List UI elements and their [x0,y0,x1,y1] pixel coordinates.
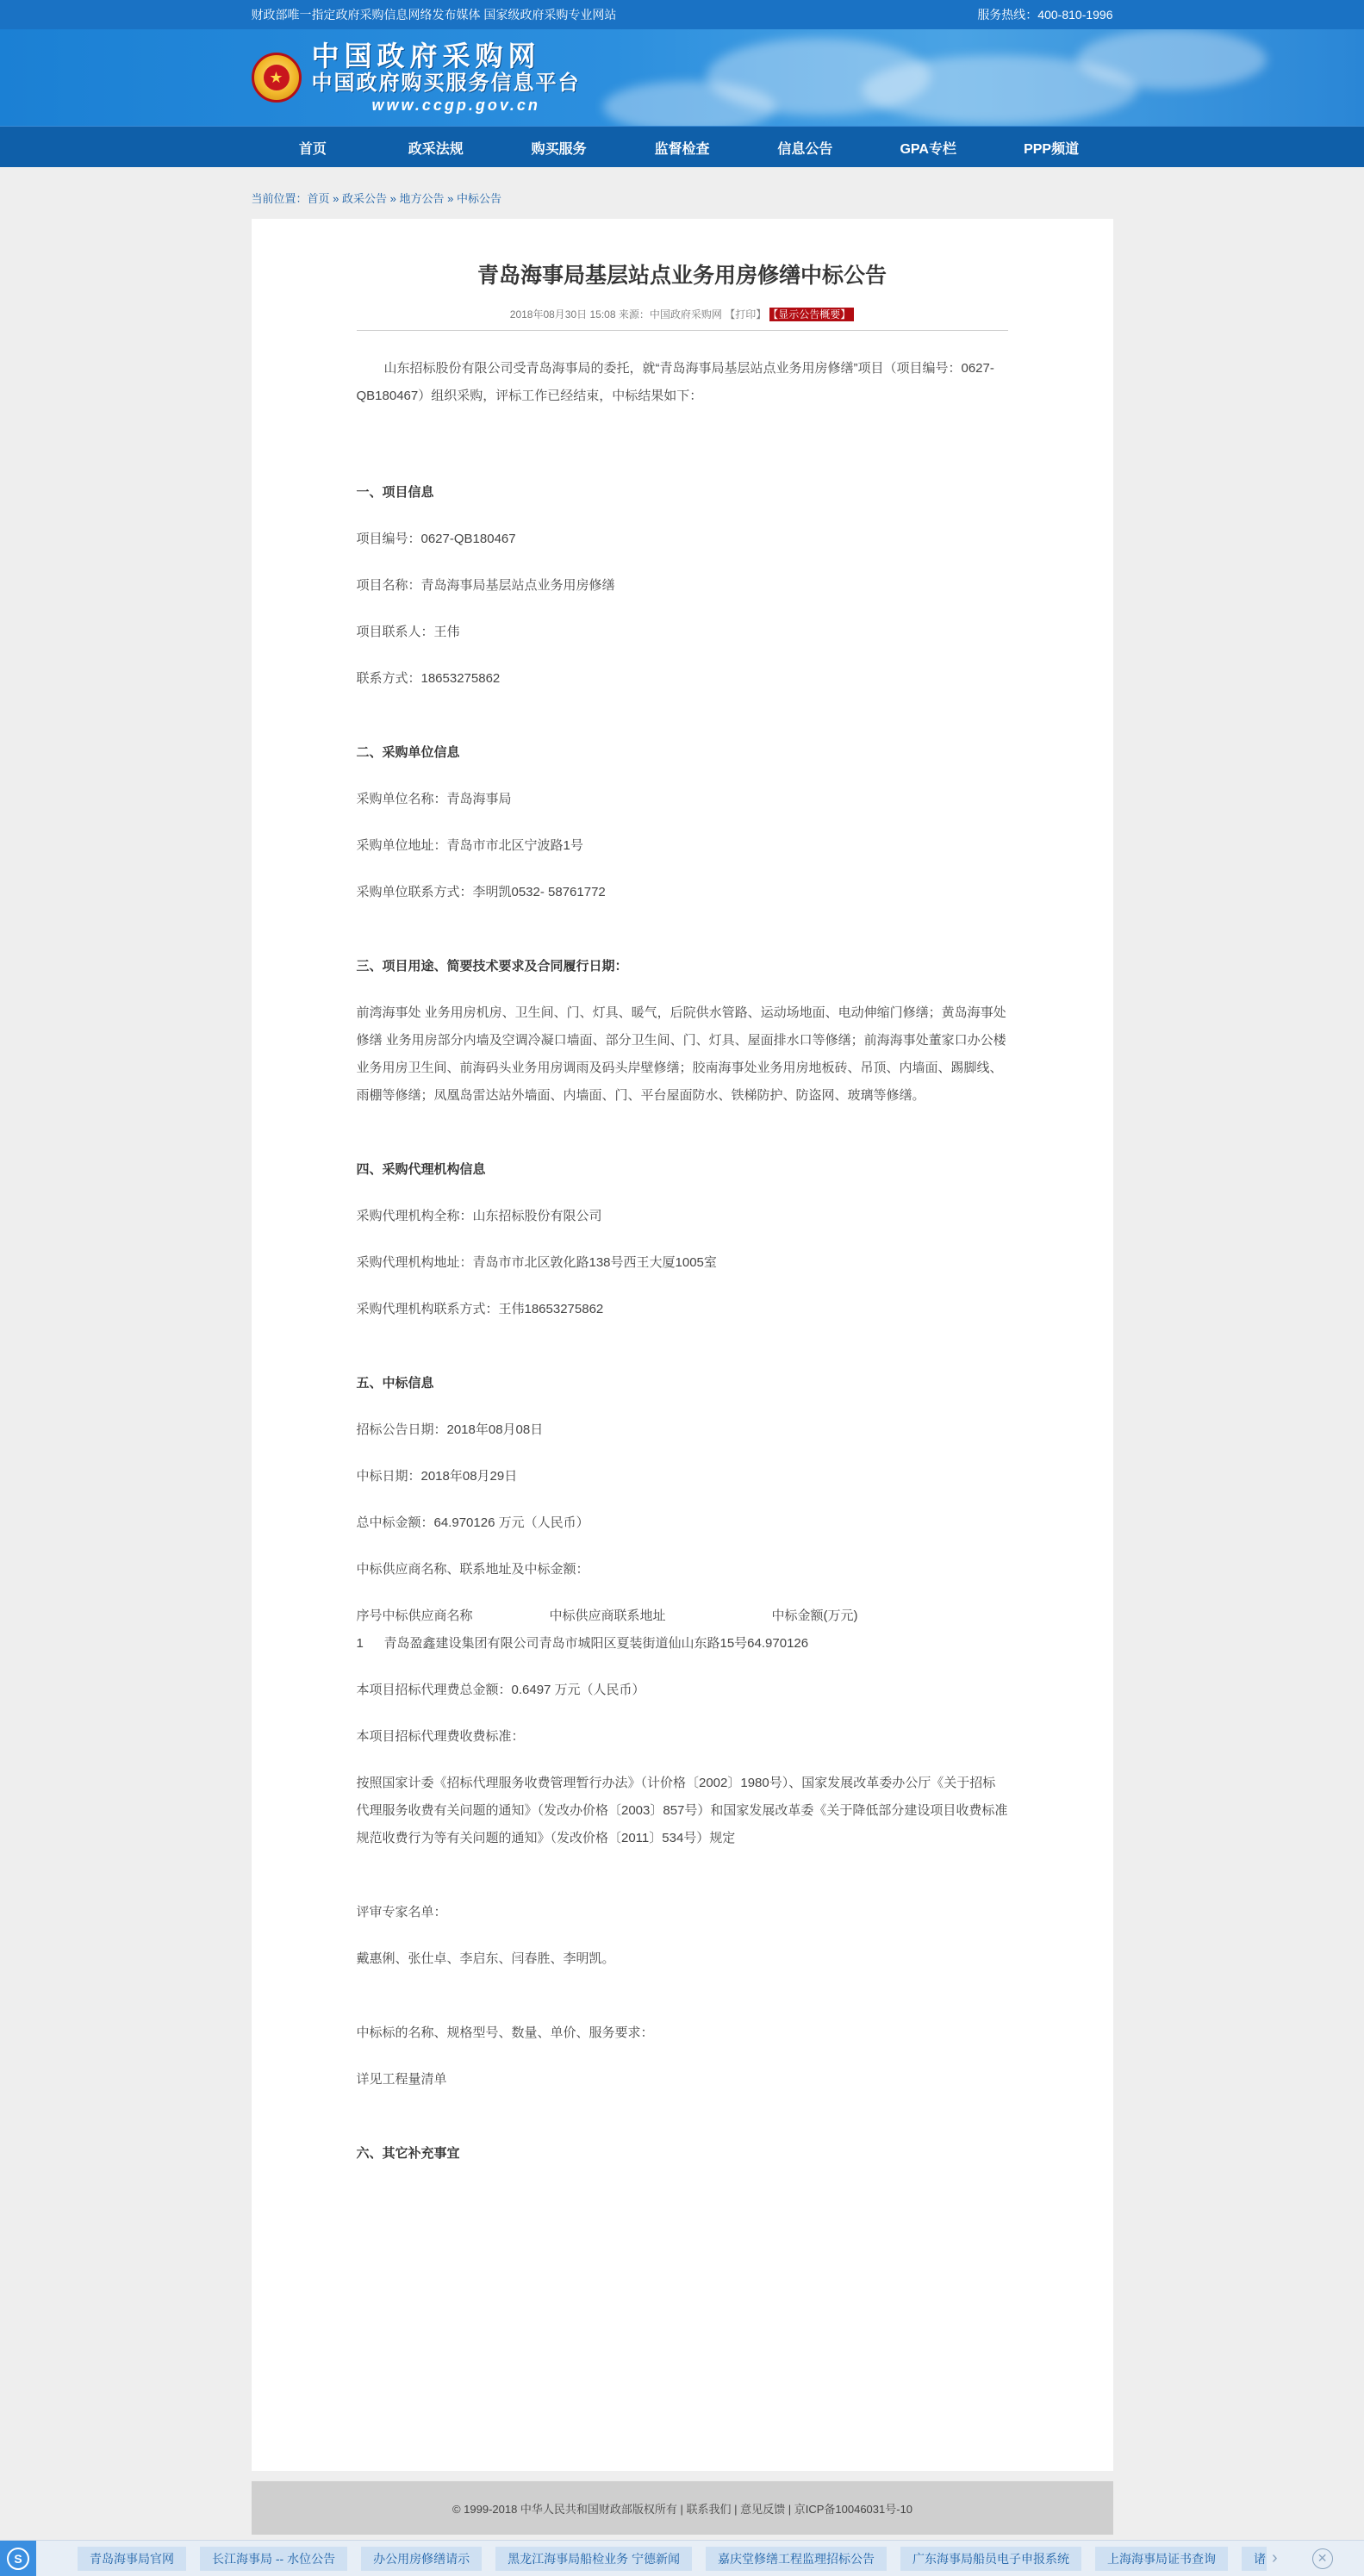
section-title: 二、采购单位信息 [356,745,460,760]
supplier-table-row [357,1630,1008,1658]
nav-supervision[interactable]: 监督检查 [654,141,710,157]
show-summary-button[interactable]: 【显示公告概要】 [769,308,854,321]
article-meta-text: 2018年08月30日 15:08 来源：中国政府采购网 【打印】 [509,308,767,320]
browser-logo-icon[interactable]: S [0,2541,36,2576]
main-nav [0,126,1364,167]
supplier-table-header [357,1602,1008,1630]
project-code: 项目编号：0627-QB180467 [356,532,516,546]
breadcrumb-separator: » [329,192,342,205]
breadcrumb-notices[interactable]: 政采公告 [342,192,388,205]
breadcrumb-award-notices[interactable]: 中标公告 [456,192,501,205]
top-info-bar [0,0,1364,29]
nav-home[interactable]: 首页 [298,141,327,157]
article-title: 青岛海事局基层站点业务用房修缮中标公告 [476,264,887,288]
agency-address: 采购代理机构地址：青岛市市北区敦化路138号西王大厦1005室 [356,1255,717,1270]
notice-date: 招标公告日期：2018年08月08日 [356,1422,544,1437]
breadcrumb-local-notices[interactable]: 地方公告 [399,192,445,205]
breadcrumb-label: 当前位置： [251,192,308,205]
project-phone: 联系方式：18653275862 [356,671,501,686]
experts-list: 戴惠俐、张仕卓、李启东、闫春胜、李明凯。 [356,1951,615,1966]
nav-purchase-services[interactable]: 购买服务 [531,141,587,157]
agency-fee-standard-label: 本项目招标代理费收费标准： [356,1729,525,1744]
table-cell: 1 [356,1636,364,1651]
service-hotline: 服务热线：400-810-1996 [977,8,1113,22]
agency-fee-total: 本项目招标代理费总金额：0.6497 万元（人民币） [356,1683,645,1697]
copyright-text: © 1999-2018 中华人民共和国财政部版权所有 | 联系我们 | 意见反馈 | 京ICP备10046031号-10 [452,2502,913,2516]
agency-fee-standard: 按照国家计委《招标代理服务收费管理暂行办法》（计价格〔2002〕1980号）、国家发展改革委办公厅《关于招标代理服务收费有关问题的通知》（发改办价格〔2003〕857号）和国家发展改革委《关于降低部分建设项目收费标准规范收费行为等有关问题的通知》（发改价格〔2011〕534号）规定 [356,1776,1008,1845]
table-header-cell: 中标供应商联系地址 [549,1608,666,1623]
buyer-name: 采购单位名称：青岛海事局 [356,792,512,806]
breadcrumb-separator: » [387,192,400,205]
project-name: 项目名称：青岛海事局基层站点业务用房修缮 [356,578,615,593]
bottom-link-bar [0,2540,1364,2576]
site-slogan: 财政部唯一指定政府采购信息网络发布媒体 国家级政府采购专业网站 [251,8,617,22]
logo-subtitle: 中国政府购买服务信息平台 [311,72,581,95]
bottom-link[interactable]: 嘉庆堂修缮工程监理招标公告 [706,2547,887,2571]
nav-ppp[interactable]: PPP频道 [1024,141,1080,157]
total-award-amount: 总中标金额：64.970126 万元（人民币） [356,1515,589,1530]
bottom-links [78,2547,1267,2571]
bottom-link[interactable]: 青岛海事局官网 [78,2547,186,2571]
intro-paragraph: 山东招标股份有限公司受青岛海事局的委托，就“青岛海事局基层站点业务用房修缮”项目（项目编号：0627-QB180467）组织采购，评标工作已经结束，中标结果如下： [356,361,994,403]
table-header-cell: 序号中标供应商名称 [356,1608,473,1623]
article-body [357,355,1008,2168]
bottom-link[interactable]: 办公用房修缮请示 [361,2547,482,2571]
chevron-right-icon[interactable]: › [1272,2548,1278,2567]
section-title: 六、其它补充事宜 [356,2146,460,2161]
bottom-link[interactable]: 黑龙江海事局船检业务 宁德新闻 [495,2547,692,2571]
section-title: 四、采购代理机构信息 [356,1162,486,1177]
bottom-link[interactable]: 广东海事局船员电子申报系统 [900,2547,1081,2571]
goods-detail: 详见工程量清单 [356,2072,447,2087]
buyer-address: 采购单位地址：青岛市市北区宁波路1号 [356,838,583,853]
table-cell: 青岛盈鑫建设集团有限公司青岛市城阳区夏装街道仙山东路15号64.970126 [383,1636,809,1651]
bottom-link[interactable]: 长江海事局 -- 水位公告 [200,2547,347,2571]
section-title: 三、项目用途、简要技术要求及合同履行日期： [356,959,628,974]
breadcrumb-separator: » [444,192,457,205]
divider [357,330,1008,331]
nav-regulations[interactable]: 政采法规 [408,141,464,157]
site-footer [252,2481,1113,2535]
project-description: 前湾海事处 业务用房机房、卫生间、门、灯具、暖气，后院供水管路、运动场地面、电动伸缩门修缮；黄岛海事处修缮 业务用房部分内墙及空调冷凝口墙面、部分卫生间、门、灯具、屋面排水口等修缮；前海海事处董家口办公楼 业务用房卫生间、前海码头业务用房调雨及码头岸壁修缮；胶南海事处业务用房地板砖、吊顶、内墙面、踢脚线、雨棚等修缮；凤凰岛雷达站外墙面、内墙面、门、平台屋面防水、铁梯防护、防盗网、玻璃等修缮。 [356,1005,1006,1103]
experts-label: 评审专家名单： [356,1905,447,1920]
logo-url: www.ccgp.gov.cn [371,96,540,114]
award-date: 中标日期：2018年08月29日 [356,1469,518,1484]
breadcrumb [252,190,1113,207]
site-logo[interactable] [312,40,581,115]
header-banner [0,29,1364,126]
section-title: 五、中标信息 [356,1376,434,1391]
table-header-cell: 中标金额(万元) [771,1608,858,1623]
close-icon[interactable]: ✕ [1312,2548,1333,2569]
goods-label: 中标标的名称、规格型号、数量、单价、服务要求： [356,2025,654,2040]
agency-phone: 采购代理机构联系方式：王伟18653275862 [356,1302,604,1316]
nav-gpa[interactable]: GPA专栏 [900,141,956,157]
article [357,219,1008,2168]
supplier-label: 中标供应商名称、联系地址及中标金额： [356,1562,589,1577]
article-meta [357,307,1008,321]
agency-name: 采购代理机构全称：山东招标股份有限公司 [356,1209,602,1223]
breadcrumb-home[interactable]: 首页 [307,192,330,205]
nav-announcements[interactable]: 信息公告 [777,141,833,157]
section-title: 一、项目信息 [356,485,434,500]
content-panel [252,219,1113,2471]
bottom-link[interactable]: 上海海事局证书查询 [1095,2547,1228,2571]
project-contact: 项目联系人：王伟 [356,625,460,639]
buyer-phone: 采购单位联系方式：李明凯0532- 58761772 [356,885,606,899]
logo-title: 中国政府采购网 [311,40,541,72]
national-emblem-logo[interactable]: ★ [252,53,302,103]
bottom-link[interactable]: 诸 [1242,2547,1267,2571]
